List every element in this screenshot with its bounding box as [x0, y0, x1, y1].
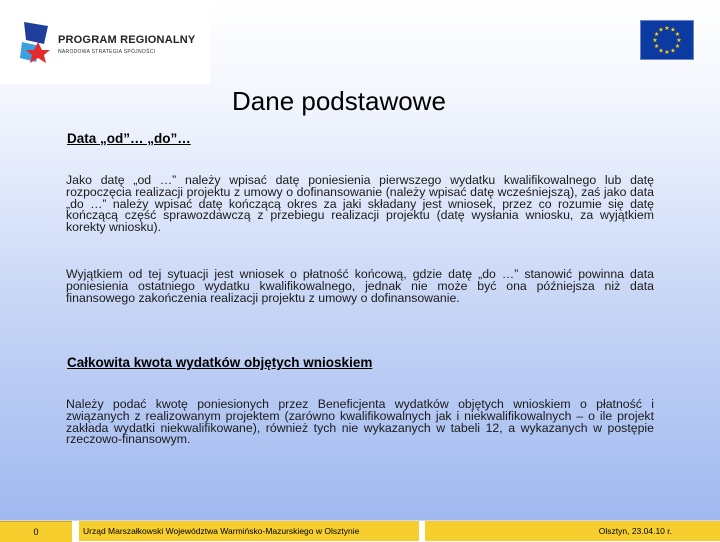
eu-stars-icon: [641, 21, 693, 59]
eu-star-icon: ★: [658, 48, 664, 55]
footer-place-date: Olsztyn, 23.04.10 r.: [425, 521, 720, 541]
eu-star-icon: ★: [653, 32, 660, 38]
eu-flag-icon: [640, 20, 694, 60]
eu-star-icon: ★: [674, 44, 681, 50]
section-heading-total-amount: Całkowita kwota wydatków objętych wnioskiem: [67, 355, 373, 370]
footer-office: Urząd Marszałkowski Województwa Warmińsko-Mazurskiego w Olsztynie: [79, 521, 419, 541]
eu-star-icon: ★: [658, 27, 664, 34]
eu-star-icon: ★: [664, 26, 670, 32]
eu-star-icon: ★: [653, 44, 660, 50]
section-heading-dates: Data „od”… „do”…: [67, 131, 191, 146]
page-title: Dane podstawowe: [232, 86, 446, 116]
eu-star-icon: ★: [670, 48, 676, 55]
eu-star-icon: ★: [676, 38, 682, 44]
footer: [0, 520, 720, 541]
paragraph-total-amount: Należy podać kwotę poniesionych przez Beneficjenta wydatków objętych wnioskiem o płatność i związanych z realizowanym projektem (zarówno kwalifikowalnych jak i niekwalifikowalnych – o ile projekt zakłada wydatki niekwalifikowane), również tych nie wykazanych w tabeli 12, a wykazanych w postępie rzeczowo-finansowym.: [66, 397, 654, 447]
program-logo-icon: [18, 20, 52, 64]
paragraph-dates-1: Jako datę „od …” należy wpisać datę poniesienia pierwszego wydatku kwalifikowalnego lub datę rozpoczęcia realizacji projektu z umowy o dofinansowanie (należy wpisać datę wcześniejszą), zaś jako data „do …” należy wpisać datę kończącą okres za jaki składany jest wniosek, przez co rozumie się datę kończącą część sprawozdawczą z przebiegu realizacji projektu (datę wysłania wniosku, za wyjątkiem korekty wniosku).: [66, 173, 654, 235]
eu-star-icon: ★: [674, 32, 681, 38]
eu-star-icon: ★: [664, 50, 670, 56]
footer-page-number: 0: [0, 521, 72, 542]
eu-star-icon: ★: [652, 38, 658, 44]
program-logo: [0, 0, 210, 84]
paragraph-dates-2: Wyjątkiem od tej sytuacji jest wniosek o płatność końcową, gdzie datę „do …” stanowić powinna data poniesienia ostatniego wydatku kwalifikowalnego, jednak nie może być ona późniejsza niż data finansowego zakończenia realizacji projektu z umowy o dofinansowanie.: [66, 267, 654, 305]
logo-subtitle: NARODOWA STRATEGIA SPÓJNOŚCI: [58, 49, 156, 55]
eu-star-icon: ★: [670, 27, 676, 34]
logo-title: PROGRAM REGIONALNY: [58, 34, 196, 46]
